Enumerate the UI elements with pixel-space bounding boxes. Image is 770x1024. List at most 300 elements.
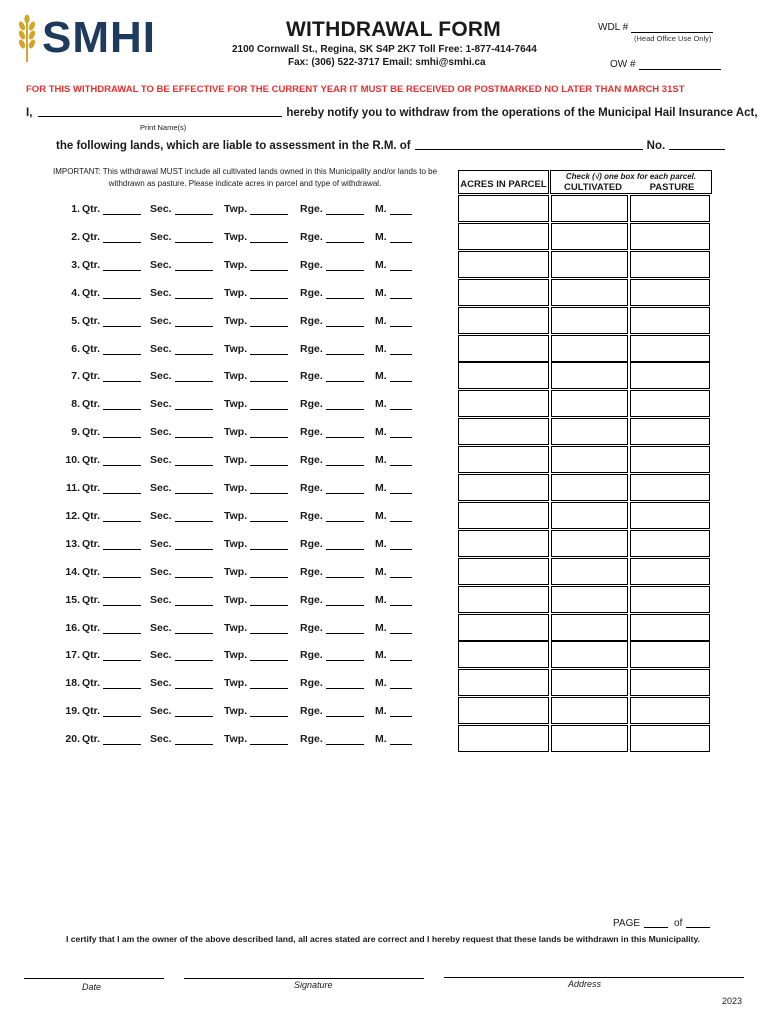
twp-blank[interactable] [250, 231, 288, 243]
sec-label: Sec. [150, 649, 172, 661]
m-field [375, 287, 412, 299]
rge-label: Rge. [300, 287, 323, 299]
twp-label: Twp. [224, 426, 248, 438]
twp-blank[interactable] [250, 398, 288, 410]
deadline-notice: FOR THIS WITHDRAWAL TO BE EFFECTIVE FOR THE CURRENT YEAR IT MUST BE RECEIVED OR POSTMARKED NO LATER THAN MARCH 31ST [26, 84, 685, 95]
row-number: 8. [71, 398, 80, 410]
cultivated-header: CULTIVATED [555, 182, 631, 194]
sec-blank[interactable] [175, 538, 213, 550]
m-blank[interactable] [390, 315, 412, 327]
twp-field [224, 510, 288, 522]
pasture-checkbox[interactable] [630, 335, 710, 362]
sec-blank[interactable] [175, 426, 213, 438]
row-number: 20. [65, 733, 80, 745]
rge-label: Rge. [300, 705, 323, 717]
sec-label: Sec. [150, 622, 172, 634]
twp-label: Twp. [224, 315, 248, 327]
twp-blank[interactable] [250, 203, 288, 215]
pasture-checkbox[interactable] [630, 697, 710, 724]
address-line-1: 2100 Cornwall St., Regina, SK S4P 2K7 Toll Free: 1-877-414-7644 [232, 44, 537, 55]
row-number: 7. [71, 370, 80, 382]
cultivated-checkbox[interactable] [551, 586, 628, 613]
sec-blank[interactable] [175, 370, 213, 382]
sec-blank[interactable] [175, 622, 213, 634]
qtr-blank[interactable] [103, 231, 141, 243]
m-blank[interactable] [390, 622, 412, 634]
sec-blank[interactable] [175, 203, 213, 215]
sec-label: Sec. [150, 370, 172, 382]
rge-label: Rge. [300, 649, 323, 661]
address-line[interactable] [444, 977, 744, 978]
rm-number-blank[interactable] [669, 149, 725, 150]
pasture-checkbox[interactable] [630, 279, 710, 306]
qtr-blank[interactable] [103, 733, 141, 745]
rge-blank[interactable] [326, 622, 364, 634]
pasture-checkbox[interactable] [630, 446, 710, 473]
rge-blank[interactable] [326, 398, 364, 410]
cultivated-checkbox[interactable] [551, 474, 628, 501]
sec-label: Sec. [150, 287, 172, 299]
sec-field [150, 677, 213, 689]
pasture-checkbox[interactable] [630, 641, 710, 668]
row-number: 12. [65, 510, 80, 522]
qtr-blank[interactable] [103, 566, 141, 578]
cultivated-checkbox[interactable] [551, 223, 628, 250]
important-note: IMPORTANT: This withdrawal MUST include all cultivated lands owned in this Municipality and/or lands to be withdrawn as pasture. Please indicate acres in parcel and type of withdrawal. [52, 167, 438, 188]
sec-field [150, 566, 213, 578]
m-blank[interactable] [390, 426, 412, 438]
pasture-header: PASTURE [635, 182, 709, 194]
m-blank[interactable] [390, 454, 412, 466]
twp-field [224, 370, 288, 382]
sec-field [150, 482, 213, 494]
m-label: M. [375, 370, 387, 382]
sec-field [150, 259, 213, 271]
wheat-icon [14, 14, 40, 62]
m-blank[interactable] [390, 510, 412, 522]
qtr-label: Qtr. [82, 231, 101, 243]
qtr-label: Qtr. [82, 733, 101, 745]
twp-blank[interactable] [250, 343, 288, 355]
sec-label: Sec. [150, 259, 172, 271]
sec-blank[interactable] [175, 343, 213, 355]
sec-blank[interactable] [175, 315, 213, 327]
acres-input[interactable] [458, 446, 549, 473]
twp-blank[interactable] [250, 538, 288, 550]
wdl-field[interactable] [598, 22, 713, 33]
twp-blank[interactable] [250, 482, 288, 494]
rm-name-blank[interactable] [415, 149, 643, 150]
notify-statement [26, 107, 758, 119]
rge-blank[interactable] [326, 510, 364, 522]
pasture-checkbox[interactable] [630, 307, 710, 334]
rge-blank[interactable] [326, 259, 364, 271]
qtr-blank[interactable] [103, 649, 141, 661]
sec-field [150, 203, 213, 215]
twp-blank[interactable] [250, 315, 288, 327]
m-field [375, 315, 412, 327]
print-name-label: Print Name(s) [140, 123, 187, 132]
m-label: M. [375, 426, 387, 438]
form-title: WITHDRAWAL FORM [286, 18, 501, 41]
qtr-blank[interactable] [103, 454, 141, 466]
twp-blank[interactable] [250, 259, 288, 271]
rge-blank[interactable] [326, 343, 364, 355]
check-note: Check (√) one box for each parcel. [565, 172, 697, 181]
twp-label: Twp. [224, 287, 248, 299]
row-number: 1. [71, 203, 80, 215]
twp-label: Twp. [224, 482, 248, 494]
ow-blank[interactable] [639, 60, 721, 70]
pasture-checkbox[interactable] [630, 725, 710, 752]
rge-label: Rge. [300, 538, 323, 550]
sec-field [150, 510, 213, 522]
m-blank[interactable] [390, 482, 412, 494]
qtr-blank[interactable] [103, 594, 141, 606]
twp-blank[interactable] [250, 426, 288, 438]
rge-field [300, 259, 364, 271]
m-label: M. [375, 482, 387, 494]
twp-blank[interactable] [250, 733, 288, 745]
cultivated-checkbox[interactable] [551, 362, 628, 389]
twp-blank[interactable] [250, 622, 288, 634]
sec-blank[interactable] [175, 259, 213, 271]
rge-field [300, 370, 364, 382]
rge-field [300, 287, 364, 299]
row-number: 19. [65, 705, 80, 717]
pasture-checkbox[interactable] [630, 195, 710, 222]
twp-field [224, 259, 288, 271]
m-blank[interactable] [390, 398, 412, 410]
qtr-field [82, 315, 141, 327]
twp-field [224, 733, 288, 745]
rge-blank[interactable] [326, 538, 364, 550]
page-number-blank[interactable] [644, 919, 668, 928]
rge-blank[interactable] [326, 594, 364, 606]
twp-label: Twp. [224, 649, 248, 661]
lands-statement [56, 140, 725, 152]
qtr-blank[interactable] [103, 343, 141, 355]
acres-input[interactable] [458, 502, 549, 529]
rge-label: Rge. [300, 203, 323, 215]
cultivated-checkbox[interactable] [551, 251, 628, 278]
signature-line[interactable] [184, 978, 424, 979]
twp-blank[interactable] [250, 454, 288, 466]
twp-blank[interactable] [250, 566, 288, 578]
smhi-logo [14, 14, 156, 62]
rge-blank[interactable] [326, 426, 364, 438]
rge-label: Rge. [300, 566, 323, 578]
row-number: 18. [65, 677, 80, 689]
acres-input[interactable] [458, 641, 549, 668]
pasture-checkbox[interactable] [630, 669, 710, 696]
sec-blank[interactable] [175, 454, 213, 466]
sec-blank[interactable] [175, 594, 213, 606]
wdl-note: (Head Office Use Only) [634, 34, 712, 43]
m-blank[interactable] [390, 287, 412, 299]
acres-input[interactable] [458, 725, 549, 752]
acres-input[interactable] [458, 195, 549, 222]
qtr-label: Qtr. [82, 510, 101, 522]
twp-label: Twp. [224, 398, 248, 410]
acres-input[interactable] [458, 697, 549, 724]
qtr-label: Qtr. [82, 259, 101, 271]
qtr-blank[interactable] [103, 538, 141, 550]
acres-input[interactable] [458, 418, 549, 445]
twp-blank[interactable] [250, 287, 288, 299]
twp-field [224, 622, 288, 634]
qtr-blank[interactable] [103, 677, 141, 689]
twp-blank[interactable] [250, 594, 288, 606]
ow-label: OW # [610, 59, 636, 70]
rge-blank[interactable] [326, 454, 364, 466]
pasture-checkbox[interactable] [630, 530, 710, 557]
rge-field [300, 510, 364, 522]
date-label: Date [82, 982, 102, 992]
cultivated-checkbox[interactable] [551, 641, 628, 668]
sec-blank[interactable] [175, 482, 213, 494]
acres-input[interactable] [458, 279, 549, 306]
signature-label: Signature [294, 980, 333, 990]
rge-label: Rge. [300, 343, 323, 355]
rge-label: Rge. [300, 677, 323, 689]
cultivated-checkbox[interactable] [551, 502, 628, 529]
cultivated-checkbox[interactable] [551, 390, 628, 417]
m-blank[interactable] [390, 566, 412, 578]
rge-blank[interactable] [326, 705, 364, 717]
m-blank[interactable] [390, 231, 412, 243]
twp-field [224, 454, 288, 466]
qtr-blank[interactable] [103, 398, 141, 410]
qtr-label: Qtr. [82, 622, 101, 634]
cultivated-checkbox[interactable] [551, 446, 628, 473]
rge-blank[interactable] [326, 203, 364, 215]
cultivated-checkbox[interactable] [551, 307, 628, 334]
twp-blank[interactable] [250, 370, 288, 382]
qtr-label: Qtr. [82, 677, 101, 689]
m-field [375, 259, 412, 271]
pasture-checkbox[interactable] [630, 558, 710, 585]
qtr-label: Qtr. [82, 315, 101, 327]
twp-label: Twp. [224, 622, 248, 634]
qtr-blank[interactable] [103, 315, 141, 327]
qtr-blank[interactable] [103, 259, 141, 271]
date-line[interactable] [24, 978, 164, 979]
m-label: M. [375, 566, 387, 578]
rge-blank[interactable] [326, 566, 364, 578]
acres-input[interactable] [458, 530, 549, 557]
rge-field [300, 649, 364, 661]
row-number: 16. [65, 622, 80, 634]
rge-label: Rge. [300, 259, 323, 271]
m-blank[interactable] [390, 259, 412, 271]
acres-header [458, 170, 549, 194]
lands-text: the following lands, which are liable to assessment in the R.M. of [56, 140, 411, 152]
sec-blank[interactable] [175, 733, 213, 745]
sec-label: Sec. [150, 398, 172, 410]
m-label: M. [375, 454, 387, 466]
twp-blank[interactable] [250, 705, 288, 717]
rge-blank[interactable] [326, 315, 364, 327]
cultivated-checkbox[interactable] [551, 669, 628, 696]
sec-label: Sec. [150, 538, 172, 550]
rge-label: Rge. [300, 370, 323, 382]
qtr-field [82, 510, 141, 522]
rge-label: Rge. [300, 454, 323, 466]
cultivated-checkbox[interactable] [551, 418, 628, 445]
pasture-checkbox[interactable] [630, 474, 710, 501]
twp-field [224, 426, 288, 438]
cultivated-checkbox[interactable] [551, 279, 628, 306]
qtr-blank[interactable] [103, 482, 141, 494]
rge-label: Rge. [300, 315, 323, 327]
m-field [375, 566, 412, 578]
twp-label: Twp. [224, 705, 248, 717]
rge-blank[interactable] [326, 677, 364, 689]
twp-field [224, 538, 288, 550]
print-name-blank[interactable] [38, 116, 282, 117]
pasture-checkbox[interactable] [630, 502, 710, 529]
acres-input[interactable] [458, 614, 549, 641]
m-blank[interactable] [390, 733, 412, 745]
sec-label: Sec. [150, 677, 172, 689]
m-blank[interactable] [390, 203, 412, 215]
acres-input[interactable] [458, 335, 549, 362]
sec-field [150, 622, 213, 634]
page-total-blank[interactable] [686, 919, 710, 928]
sec-blank[interactable] [175, 566, 213, 578]
m-blank[interactable] [390, 343, 412, 355]
sec-blank[interactable] [175, 510, 213, 522]
qtr-field [82, 622, 141, 634]
qtr-blank[interactable] [103, 287, 141, 299]
sec-blank[interactable] [175, 287, 213, 299]
twp-blank[interactable] [250, 649, 288, 661]
pasture-checkbox[interactable] [630, 390, 710, 417]
m-blank[interactable] [390, 705, 412, 717]
qtr-blank[interactable] [103, 510, 141, 522]
twp-blank[interactable] [250, 510, 288, 522]
cultivated-checkbox[interactable] [551, 335, 628, 362]
rge-blank[interactable] [326, 733, 364, 745]
m-field [375, 538, 412, 550]
row-number: 11. [65, 482, 80, 494]
m-field [375, 510, 412, 522]
m-label: M. [375, 594, 387, 606]
rge-field [300, 343, 364, 355]
acres-input[interactable] [458, 307, 549, 334]
m-label: M. [375, 510, 387, 522]
rge-blank[interactable] [326, 287, 364, 299]
qtr-blank[interactable] [103, 426, 141, 438]
ow-field[interactable] [610, 59, 721, 70]
row-number: 17. [65, 649, 80, 661]
acres-input[interactable] [458, 251, 549, 278]
sec-blank[interactable] [175, 231, 213, 243]
qtr-label: Qtr. [82, 370, 101, 382]
row-number: 13. [65, 538, 80, 550]
sec-field [150, 733, 213, 745]
qtr-field [82, 398, 141, 410]
acres-input[interactable] [458, 223, 549, 250]
rge-label: Rge. [300, 510, 323, 522]
rge-field [300, 733, 364, 745]
rge-blank[interactable] [326, 649, 364, 661]
pasture-checkbox[interactable] [630, 362, 710, 389]
m-field [375, 454, 412, 466]
cultivated-checkbox[interactable] [551, 530, 628, 557]
qtr-field [82, 733, 141, 745]
sec-field [150, 649, 213, 661]
sec-label: Sec. [150, 733, 172, 745]
qtr-label: Qtr. [82, 203, 101, 215]
rge-blank[interactable] [326, 370, 364, 382]
twp-field [224, 677, 288, 689]
acres-input[interactable] [458, 474, 549, 501]
qtr-blank[interactable] [103, 370, 141, 382]
pasture-checkbox[interactable] [630, 586, 710, 613]
cultivated-checkbox[interactable] [551, 725, 628, 752]
pasture-checkbox[interactable] [630, 418, 710, 445]
qtr-blank[interactable] [103, 203, 141, 215]
m-blank[interactable] [390, 677, 412, 689]
pasture-checkbox[interactable] [630, 614, 710, 641]
sec-blank[interactable] [175, 705, 213, 717]
m-field [375, 370, 412, 382]
m-blank[interactable] [390, 649, 412, 661]
m-label: M. [375, 622, 387, 634]
twp-label: Twp. [224, 370, 248, 382]
pasture-checkbox[interactable] [630, 223, 710, 250]
m-label: M. [375, 287, 387, 299]
sec-blank[interactable] [175, 677, 213, 689]
twp-blank[interactable] [250, 677, 288, 689]
notify-prefix: I, [26, 107, 33, 119]
cultivated-checkbox[interactable] [551, 697, 628, 724]
row-number: 14. [65, 566, 80, 578]
pasture-checkbox[interactable] [630, 251, 710, 278]
no-label: No. [646, 140, 666, 152]
acres-input[interactable] [458, 362, 549, 389]
acres-input[interactable] [458, 558, 549, 585]
m-blank[interactable] [390, 370, 412, 382]
logo-text: SMHI [42, 13, 156, 62]
sec-blank[interactable] [175, 649, 213, 661]
wdl-blank[interactable] [631, 23, 713, 33]
m-blank[interactable] [390, 538, 412, 550]
cultivated-checkbox[interactable] [551, 614, 628, 641]
cultivated-checkbox[interactable] [551, 195, 628, 222]
m-label: M. [375, 649, 387, 661]
m-label: M. [375, 203, 387, 215]
sec-blank[interactable] [175, 398, 213, 410]
qtr-field [82, 259, 141, 271]
qtr-field [82, 705, 141, 717]
qtr-field [82, 343, 141, 355]
qtr-blank[interactable] [103, 622, 141, 634]
acres-input[interactable] [458, 586, 549, 613]
sec-field [150, 370, 213, 382]
m-blank[interactable] [390, 594, 412, 606]
rge-field [300, 677, 364, 689]
qtr-label: Qtr. [82, 426, 101, 438]
acres-input[interactable] [458, 669, 549, 696]
cultivated-checkbox[interactable] [551, 558, 628, 585]
acres-input[interactable] [458, 390, 549, 417]
rge-blank[interactable] [326, 231, 364, 243]
rge-blank[interactable] [326, 482, 364, 494]
qtr-blank[interactable] [103, 705, 141, 717]
